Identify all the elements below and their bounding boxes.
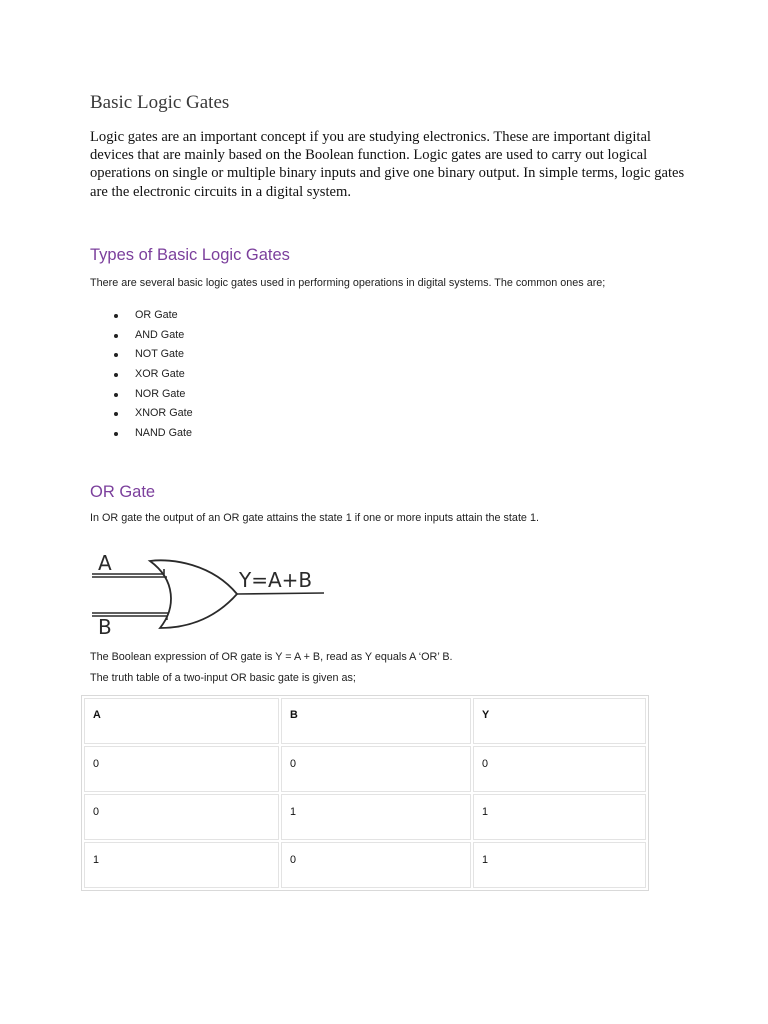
table-cell: 0 — [473, 746, 646, 792]
bullet-icon — [114, 432, 118, 436]
list-item — [112, 345, 193, 365]
or-gate-symbol — [150, 560, 237, 628]
table-cell: 0 — [84, 746, 279, 792]
boolean-expression-text: The Boolean expression of OR gate is Y = A + B, read as Y equals A ‘OR’ B. — [90, 651, 453, 663]
list-item — [112, 424, 193, 444]
list-item — [112, 365, 193, 385]
table-header-row — [84, 698, 646, 744]
bullet-icon — [114, 412, 118, 416]
or-gate-heading: OR Gate — [90, 483, 156, 501]
bullet-icon — [114, 334, 118, 338]
or-gate-diagram — [92, 546, 332, 640]
list-item — [112, 404, 193, 424]
input-a-label: A — [98, 551, 112, 575]
column-header-a: A — [84, 698, 279, 744]
table-cell: 1 — [84, 842, 279, 888]
gate-name: NOR Gate — [135, 387, 186, 400]
list-item — [112, 326, 193, 346]
gate-name: XOR Gate — [135, 368, 185, 381]
table-cell: 0 — [281, 842, 471, 888]
list-item — [112, 306, 193, 326]
intro-paragraph: Logic gates are an important concept if you are studying electronics. These are important digital devices that are mainly based on the Boolean function. Logic gates are used to carry out logical operations on single or multiple binary inputs and give one binary output. In simple terms, logic gates are the electronic circuits in a digital system. — [90, 129, 685, 200]
table-cell: 0 — [84, 794, 279, 840]
bullet-icon — [114, 373, 118, 377]
list-item — [112, 385, 193, 405]
types-description: There are several basic logic gates used in performing operations in digital systems. The common ones are; — [90, 277, 606, 289]
output-label: Y=A+B — [239, 568, 313, 592]
types-heading: Types of Basic Logic Gates — [90, 246, 290, 264]
page-title: Basic Logic Gates — [90, 92, 230, 113]
bullet-icon — [114, 314, 118, 318]
gate-name: NOT Gate — [135, 348, 185, 361]
truth-table-intro: The truth table of a two-input OR basic gate is given as; — [90, 672, 356, 684]
table-row — [84, 794, 646, 840]
input-b-label: B — [98, 615, 112, 639]
column-header-b: B — [281, 698, 471, 744]
truth-table — [81, 695, 649, 891]
table-cell: 1 — [473, 842, 646, 888]
table-cell: 1 — [473, 794, 646, 840]
gate-name: AND Gate — [135, 328, 185, 341]
or-gate-description: In OR gate the output of an OR gate attains the state 1 if one or more inputs attain the state 1. — [90, 512, 539, 524]
table-cell: 1 — [281, 794, 471, 840]
bullet-icon — [114, 353, 118, 357]
table-cell: 0 — [281, 746, 471, 792]
column-header-y: Y — [473, 698, 646, 744]
gate-name: XNOR Gate — [135, 407, 193, 420]
bullet-icon — [114, 393, 118, 397]
gate-name: OR Gate — [135, 309, 178, 321]
gate-name: NAND Gate — [135, 427, 192, 440]
gate-list — [112, 306, 193, 444]
output-wire — [237, 593, 324, 594]
table-row — [84, 842, 646, 888]
table-row — [84, 746, 646, 792]
